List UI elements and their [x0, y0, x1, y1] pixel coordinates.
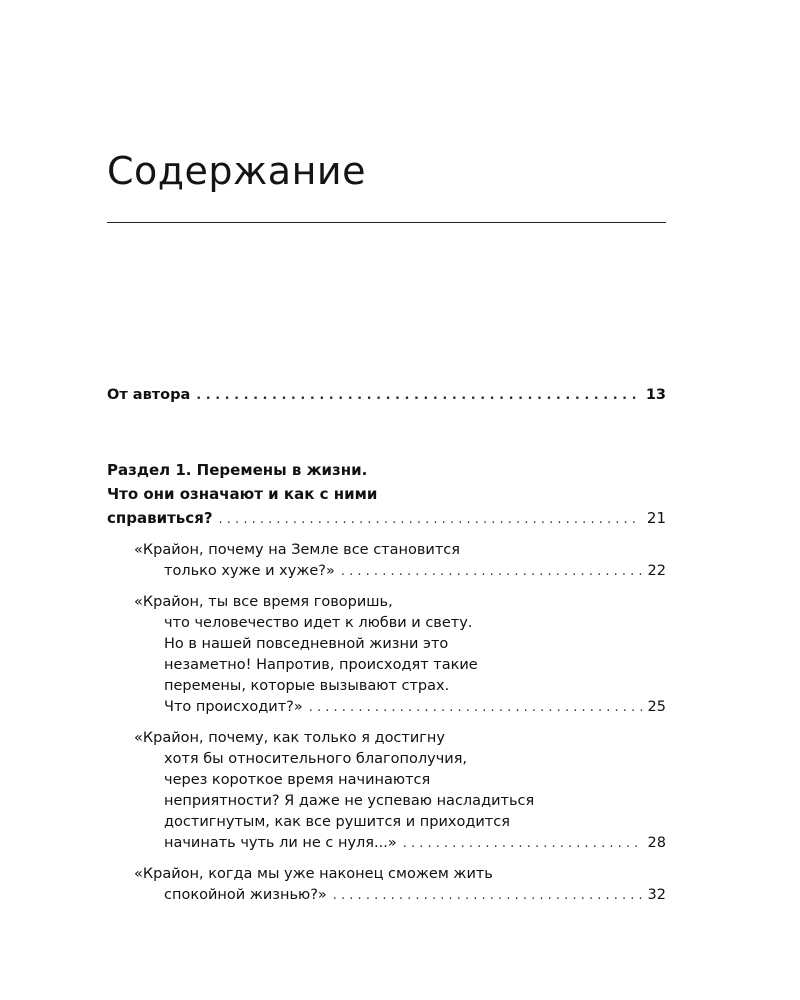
- page-number: 21: [646, 509, 666, 527]
- entry-text-line: перемены, которые вызывают страх.: [164, 678, 450, 694]
- entry-text-line: через короткое время начинаются: [164, 772, 431, 788]
- dot-leader: [196, 385, 640, 406]
- dot-leader: [333, 885, 642, 906]
- entry-text-line: начинать чуть ли не с нуля...»: [164, 835, 397, 851]
- dot-leader: [309, 697, 642, 718]
- entry-text-line: достигнутым, как все рушится и приходится: [164, 814, 510, 830]
- toc-entry[interactable]: [107, 592, 666, 718]
- title-divider: [107, 222, 666, 223]
- entry-text-line: что человечество идет к любви и свету.: [164, 615, 473, 631]
- entry-text-line: хотя бы относительного благополучия,: [164, 751, 468, 767]
- dot-leader: [341, 561, 642, 582]
- section-title-line: Раздел 1. Перемены в жизни.: [107, 461, 368, 479]
- entry-text-line: Но в нашей повседневной жизни это: [164, 636, 449, 652]
- toc-entry[interactable]: [107, 540, 666, 582]
- page-title: Содержание: [107, 149, 366, 193]
- section-title-line: справиться?: [107, 509, 213, 527]
- dot-leader: [219, 508, 641, 532]
- entry-text-line: «Крайон, почему на Земле все становится: [134, 542, 460, 558]
- entry-text-line: «Крайон, почему, как только я достигну: [134, 730, 445, 746]
- entry-text-line: неприятности? Я даже не успеваю насладиться: [164, 793, 535, 809]
- entry-text-line: «Крайон, когда мы уже наконец сможем жить: [134, 866, 493, 882]
- table-of-contents: [107, 385, 666, 906]
- toc-section-1[interactable]: [107, 458, 666, 532]
- entry-text-line: незаметно! Напротив, происходят такие: [164, 657, 478, 673]
- entry-text-line: только хуже и хуже?»: [164, 563, 335, 579]
- page-number: 28: [647, 835, 666, 851]
- toc-entry-author[interactable]: [107, 385, 666, 406]
- entry-text-line: спокойной жизнью?»: [164, 887, 327, 903]
- entry-text-line: Что происходит?»: [164, 699, 303, 715]
- dot-leader: [403, 833, 642, 854]
- toc-entry[interactable]: [107, 864, 666, 906]
- page-number: 25: [647, 699, 666, 715]
- toc-entry[interactable]: [107, 728, 666, 854]
- page-number: 22: [647, 563, 666, 579]
- entry-text-line: «Крайон, ты все время говоришь,: [134, 594, 393, 610]
- page-number: 32: [647, 887, 666, 903]
- section-title-line: Что они означают и как с ними: [107, 485, 378, 503]
- page-number: 13: [645, 387, 666, 403]
- toc-entry-label: От автора: [107, 387, 191, 403]
